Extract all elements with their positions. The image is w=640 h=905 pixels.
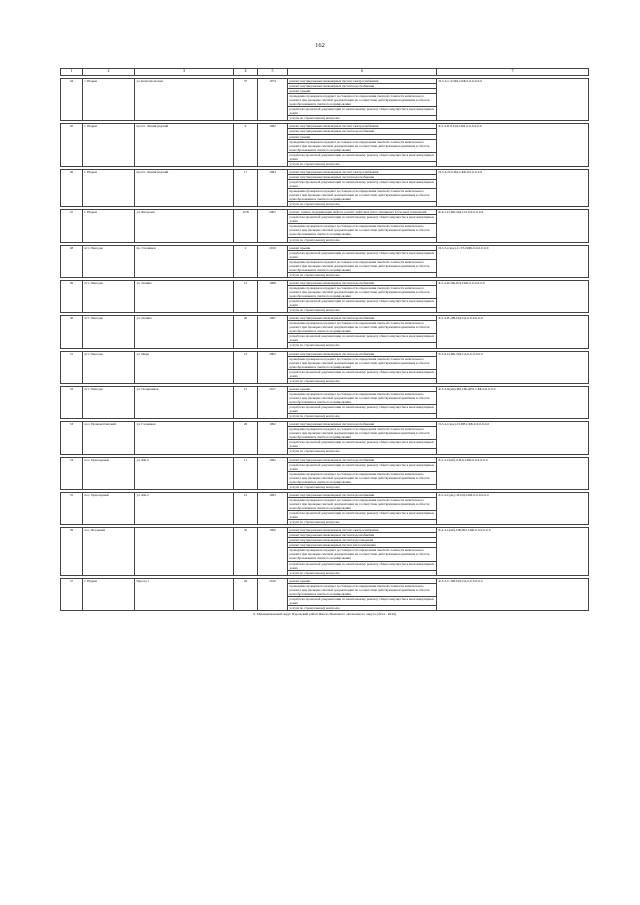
building-code-cell: Б-5-4-П-ДН-ИД-СД-0-0-0-0-0-0 xyxy=(437,316,589,348)
building-code-cell: Б-5-4-Сдм-у-П-ИД-СКБ-0-0-0-0-0-0 xyxy=(437,492,589,524)
work-type-cell: услуги по строительному контролю xyxy=(288,378,437,383)
house-number-cell: 20 xyxy=(234,316,258,348)
header-cell: 5 xyxy=(258,69,288,76)
work-type-cell: услуги по строительному контролю xyxy=(288,308,437,313)
work-type-cell: ремонт внутридомовых инженерных систем электроснабжения xyxy=(288,169,437,174)
year-cell: 1993 xyxy=(258,492,288,524)
work-type-cell: ремонт внутридомовых инженерных систем водоснабжения xyxy=(288,316,437,321)
work-type-cell: разработка проектной документации по капитальному ремонту общего имущества в многоквартирных домах xyxy=(288,107,437,116)
building-code-cell: П-5-4-П-0-ИД-СКБ-0-0-0-0-0-0 xyxy=(437,169,589,206)
work-type-cell: ремонт внутридомовых инженерных систем водоснабжения xyxy=(288,533,437,538)
street-cell: ул. Ленина xyxy=(135,316,234,348)
table-row xyxy=(61,422,589,427)
house-number-cell: 29 xyxy=(234,578,258,610)
year-cell: 2016 xyxy=(258,245,288,277)
table-row xyxy=(61,492,589,497)
house-number-cell: 32 xyxy=(234,528,258,575)
work-type-cell: услуги по строительному контролю xyxy=(288,520,437,525)
settlement-cell: пос. Правохеттинский xyxy=(83,422,135,454)
settlement-cell: г. Надым xyxy=(83,79,135,121)
capital-repair-table xyxy=(60,68,589,616)
building-code-cell: К-5-2-С-ПВ-ИД-СД-0-0-0-0-0-0 xyxy=(437,578,589,610)
work-type-cell: разработка проектной документации по капитальному ремонту общего имущества в многоквартирных домах xyxy=(288,511,437,520)
settlement-cell: пгт. Пангоды xyxy=(83,280,135,312)
settlement-cell: г. Надым xyxy=(83,124,135,166)
work-type-cell: услуги по строительному контролю xyxy=(288,343,437,348)
work-type-cell: ремонт внутридомовых инженерных систем электроснабжения xyxy=(288,124,437,129)
building-code-cell: К-6-1-П-ПК-ИД-СП-0-0-0-0-0-0 xyxy=(437,210,589,242)
row-number-cell: 53 xyxy=(61,422,83,454)
row-number-cell: 46 xyxy=(61,169,83,206)
work-type-cell: разработка проектной документации по капитальному ремонту общего имущества в многоквартирных домах xyxy=(288,299,437,308)
year-cell: 2005 xyxy=(258,210,288,242)
row-number-cell: 44 xyxy=(61,79,83,121)
settlement-cell: г. Надым xyxy=(83,169,135,206)
row-number-cell: 49 xyxy=(61,280,83,312)
year-cell: 2017 xyxy=(258,386,288,418)
row-number-cell: 52 xyxy=(61,386,83,418)
work-type-cell: проведение проверки на предмет достоверности определения сметной стоимости капитального ремонта при проверке сметной документации на соответствие действующим нормативам в области ценообразования и сметного нормирования xyxy=(288,259,437,272)
settlement-cell: г. Надым xyxy=(83,578,135,610)
year-cell: 1984 xyxy=(258,169,288,206)
work-type-cell: разработка проектной документации по капитальному ремонту общего имущества в многоквартирных домах xyxy=(288,405,437,414)
work-type-cell: разработка проектной документации по капитальному ремонту общего имущества в многоквартирных домах xyxy=(288,215,437,224)
work-type-cell: ремонт крыши xyxy=(288,89,437,94)
work-type-cell: услуги по строительному контролю xyxy=(288,484,437,489)
work-type-cell: ремонт внутридомовых инженерных систем водоснабжения xyxy=(288,280,437,285)
street-cell: ул. Газовиков xyxy=(135,422,234,454)
work-type-cell: услуги по строительному контролю xyxy=(288,161,437,166)
work-type-cell: проведение проверки на предмет достоверности определения сметной стоимости капитального ремонта при проверке сметной документации на соответствие действующим нормативам в области ценообразования и сметного нормирования xyxy=(288,139,437,152)
house-number-cell: 17 xyxy=(234,169,258,206)
row-number-cell: 50 xyxy=(61,316,83,348)
work-type-cell: разработка проектной документации по капитальному ремонту общего имущества в многоквартирных домах xyxy=(288,596,437,605)
settlement-cell: пос. Приозерный xyxy=(83,492,135,524)
table-row xyxy=(61,79,589,84)
work-type-cell: разработка проектной документации по капитальному ремонту общего имущества в многоквартирных домах xyxy=(288,250,437,259)
house-number-cell: 10 В xyxy=(234,210,258,242)
work-type-cell: проведение проверки на предмет достоверности определения сметной стоимости капитального ремонта при проверке сметной документации на соответствие действующим нормативам в области ценообразования и сметного нормирования xyxy=(288,189,437,202)
header-cell: 1 xyxy=(61,69,83,76)
work-type-cell: ремонт внутридомовых инженерных систем водоснабжения xyxy=(288,422,437,427)
building-code-cell: П-5-4-С-0-ИД-СКБ-0-0-0-0-0-0 xyxy=(437,79,589,121)
settlement-cell: пгт. Пангоды xyxy=(83,245,135,277)
header-cell: 3 xyxy=(135,69,234,76)
settlement-cell: пос. Приозерный xyxy=(83,457,135,489)
building-code-cell: Б-5-4-С(мб)-0-ИД-СКБ-0-0-0-0-0-0 xyxy=(437,457,589,489)
year-cell: 1982 xyxy=(258,124,288,166)
work-type-cell: ремонт крыши xyxy=(288,245,437,250)
work-type-cell: проведение проверки на предмет достоверности определения сметной стоимости капитального ремонта при проверке сметной документации на соответствие действующим нормативам в области ценообразования и сметного нормирования xyxy=(288,427,437,440)
street-cell: просп. Ленинградский xyxy=(135,124,234,166)
table-row xyxy=(61,528,589,533)
street-cell: Проезд 1 xyxy=(135,578,234,610)
house-number-cell: 9 xyxy=(234,124,258,166)
work-type-cell: ремонт внутридомовых инженерных систем водоснабжения xyxy=(288,84,437,89)
header-cell: 2 xyxy=(83,69,135,76)
table-row xyxy=(61,316,589,321)
row-number-cell: 47 xyxy=(61,210,83,242)
settlement-cell: пгт. Пангоды xyxy=(83,316,135,348)
year-cell: 1999 xyxy=(258,528,288,575)
house-number-cell: 11 xyxy=(234,457,258,489)
work-type-cell: разработка проектной документации по капитальному ремонту общего имущества в многоквартирных домах xyxy=(288,179,437,188)
work-type-cell: ремонт внутридомовых инженерных систем водоснабжения xyxy=(288,174,437,179)
header-cell: 6 xyxy=(288,69,437,76)
work-type-cell: услуги по строительному контролю xyxy=(288,570,437,575)
work-type-cell: услуги по строительному контролю xyxy=(288,116,437,121)
work-type-cell: ремонт внутридомовых инженерных систем теплоснабжения xyxy=(288,543,437,548)
street-cell: ул. Комсомольская xyxy=(135,79,234,121)
work-type-cell: ремонт внутридомовых инженерных систем электроснабжения xyxy=(288,528,437,533)
row-number-cell: 48 xyxy=(61,245,83,277)
building-code-cell: Б-5-4-П-0-ИД-СКБ-0-0-0-0-0-0 xyxy=(437,124,589,166)
work-type-cell: проведение проверки на предмет достоверности определения сметной стоимости капитального ремонта при проверке сметной документации на соответствие действующим нормативам в области ценообразования и сметного нормирования xyxy=(288,321,437,334)
building-code-cell: К-5-2-К(мн)-ИД-ПК-ДН1-СКБ-0-0-0-0-0 xyxy=(437,386,589,418)
work-type-cell: проведение проверки на предмет достоверности определения сметной стоимости капитального ремонта при проверке сметной документации на соответствие действующим нормативам в области ценообразования и сметного нормирования xyxy=(288,285,437,298)
street-cell: ул. Ленина xyxy=(135,280,234,312)
work-type-cell: ремонт внутридомовых инженерных систем водоснабжения xyxy=(288,492,437,497)
row-number-cell: 55 xyxy=(61,492,83,524)
table-footer-note: 9. Муниципальный округ Пуровский район Ямало-Ненецкого автономного округа (2014 - 2044) xyxy=(253,611,396,616)
year-cell: 2002 xyxy=(258,351,288,383)
building-code-cell: Б-4-4-С(мб)-ПВ-ПП-СКБ-0-0-0-0-0-0 xyxy=(437,528,589,575)
year-cell: 1997 xyxy=(258,316,288,348)
street-cell: ул. Мира xyxy=(135,351,234,383)
year-cell: 1992 xyxy=(258,457,288,489)
work-type-cell: услуги по строительному контролю xyxy=(288,414,437,419)
building-code-cell: П-5-4-Сдм-у-П-ПВ-СКБ-0-0-0-0-0-0 xyxy=(437,422,589,454)
work-type-cell: проведение проверки на предмет достоверности определения сметной стоимости капитального ремонта при проверке сметной документации на соответствие действующим нормативам в области ценообразования и сметного нормирования xyxy=(288,548,437,561)
row-number-cell: 57 xyxy=(61,578,83,610)
building-code-cell: Б-5-4-П-ПК-ИД-СКБ-0-0-0-0-0-0 xyxy=(437,280,589,312)
work-type-cell: ремонт внутридомовых инженерных систем водоснабжения xyxy=(288,457,437,462)
row-number-cell: 51 xyxy=(61,351,83,383)
work-type-cell: разработка проектной документации по капитальному ремонту общего имущества в многоквартирных домах xyxy=(288,462,437,471)
settlement-cell: пгт. Пангоды xyxy=(83,386,135,418)
house-number-cell: 2 xyxy=(234,245,258,277)
work-type-cell: разработка проектной документации по капитальному ремонту общего имущества в многоквартирных домах xyxy=(288,334,437,343)
house-number-cell: 12 xyxy=(234,492,258,524)
house-number-cell: 15 xyxy=(234,351,258,383)
table-row xyxy=(61,351,589,356)
street-cell: пр. Газовиков xyxy=(135,245,234,277)
footer-row xyxy=(61,610,589,616)
house-number-cell: 15 xyxy=(234,386,258,418)
street-cell xyxy=(135,528,234,575)
settlement-cell: пгт. Пангоды xyxy=(83,351,135,383)
work-type-cell: услуги по строительному контролю xyxy=(288,202,437,207)
year-cell: 1998 xyxy=(258,280,288,312)
settlement-cell: пос. Ягельный xyxy=(83,528,135,575)
street-cell: ул. ФК-2 xyxy=(135,492,234,524)
work-type-cell: ремонт, замена, модернизация лифтов, ремонт лифтовых шахт, машинных и блочных помещений xyxy=(288,210,437,215)
header-cell: 7 xyxy=(437,69,589,76)
header-cell: 4 xyxy=(234,69,258,76)
table-row xyxy=(61,124,589,129)
work-type-cell: ремонт крыши xyxy=(288,386,437,391)
work-type-cell: разработка проектной документации по капитальному ремонту общего имущества в многоквартирных домах xyxy=(288,440,437,449)
work-type-cell: проведение проверки на предмет достоверности определения сметной стоимости капитального ремонта при проверке сметной документации на соответствие действующим нормативам в области ценообразования и сметного нормирования xyxy=(288,471,437,484)
house-number-cell: 37 xyxy=(234,79,258,121)
page-number: 162 xyxy=(315,42,325,49)
building-code-cell: П-5-5-Сдм-у-С-Т3-ИДБ-0-0-0-0-0-0 xyxy=(437,245,589,277)
building-code-cell: К-5-6-П-ПК-ИД-СД-0-0-0-0-0-0 xyxy=(437,351,589,383)
work-type-cell: разработка проектной документации по капитальному ремонту общего имущества в многоквартирных домах xyxy=(288,369,437,378)
year-cell: 2016 xyxy=(258,578,288,610)
table-row xyxy=(61,169,589,174)
street-cell: ул. ФК-2 xyxy=(135,457,234,489)
table-row xyxy=(61,210,589,215)
work-type-cell: услуги по строительному контролю xyxy=(288,237,437,242)
work-type-cell: услуги по строительному контролю xyxy=(288,605,437,610)
work-type-cell: разработка проектной документации по капитальному ремонту общего имущества в многоквартирных домах xyxy=(288,152,437,161)
work-type-cell: ремонт внутридомовых инженерных систем электроснабжения xyxy=(288,79,437,84)
street-cell: просп. Ленинградский xyxy=(135,169,234,206)
work-type-cell: ремонт крыши xyxy=(288,134,437,139)
house-number-cell: 26 xyxy=(234,422,258,454)
work-type-cell: проведение проверки на предмет достоверности определения сметной стоимости капитального ремонта при проверке сметной документации на соответствие действующим нормативам в области ценообразования и сметного нормирования xyxy=(288,391,437,404)
row-number-cell: 45 xyxy=(61,124,83,166)
work-type-cell: проведение проверки на предмет достоверности определения сметной стоимости капитального ремонта при проверке сметной документации на соответствие действующим нормативам в области ценообразования и сметного нормирования xyxy=(288,497,437,510)
year-cell: 1992 xyxy=(258,422,288,454)
settlement-cell: г. Надым xyxy=(83,210,135,242)
row-number-cell: 56 xyxy=(61,528,83,575)
work-type-cell: ремонт внутридомовых инженерных систем водоснабжения xyxy=(288,351,437,356)
work-type-cell: услуги по строительному контролю xyxy=(288,272,437,277)
work-type-cell: ремонт внутридомовых инженерных систем водоотведения xyxy=(288,538,437,543)
work-type-cell: проведение проверки на предмет достоверности определения сметной стоимости капитального ремонта при проверке сметной документации на соответствие действующим нормативам в области ценообразования и сметного нормирования xyxy=(288,224,437,237)
work-type-cell: услуги по строительному контролю xyxy=(288,449,437,454)
street-cell: ул. Янтарная xyxy=(135,210,234,242)
street-cell: ул. Полярников xyxy=(135,386,234,418)
year-cell: 1974 xyxy=(258,79,288,121)
work-type-cell: проведение проверки на предмет достоверности определения сметной стоимости капитального ремонта при проверке сметной документации на соответствие действующим нормативам в области ценообразования и сметного нормирования xyxy=(288,94,437,107)
table-row xyxy=(61,280,589,285)
work-type-cell: проведение проверки на предмет достоверности определения сметной стоимости капитального ремонта при проверке сметной документации на соответствие действующим нормативам в области ценообразования и сметного нормирования xyxy=(288,583,437,596)
work-type-cell: разработка проектной документации по капитальному ремонту общего имущества в многоквартирных домах xyxy=(288,561,437,570)
work-type-cell: проведение проверки на предмет достоверности определения сметной стоимости капитального ремонта при проверке сметной документации на соответствие действующим нормативам в области ценообразования и сметного нормирования xyxy=(288,356,437,369)
house-number-cell: 12 xyxy=(234,280,258,312)
table-row xyxy=(61,457,589,462)
work-type-cell: ремонт крыши xyxy=(288,578,437,583)
table-header-row xyxy=(61,69,589,76)
row-number-cell: 54 xyxy=(61,457,83,489)
work-type-cell: ремонт внутридомовых инженерных систем водоснабжения xyxy=(288,129,437,134)
